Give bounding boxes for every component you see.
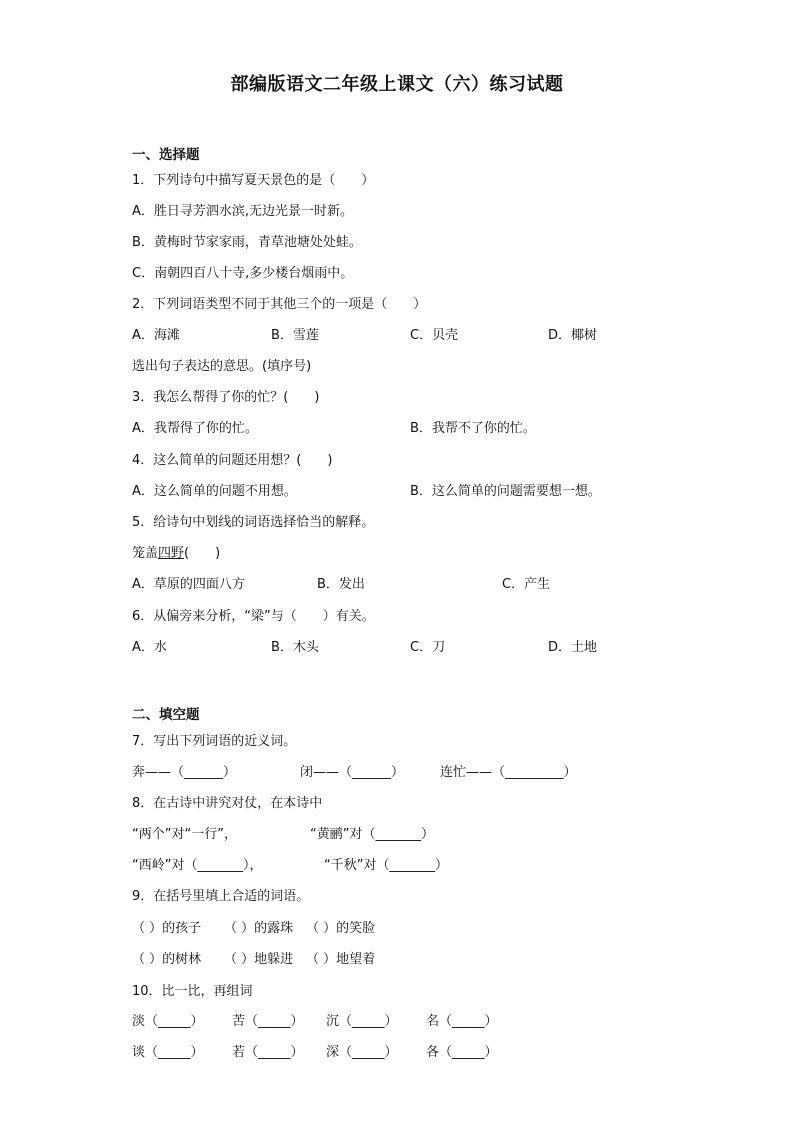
question-3-option-a: A．我帮得了你的忙。 [132,421,258,436]
question-1-stem: 1．下列诗句中描写夏天景色的是（ ） [132,173,375,188]
question-7-item-1: 奔——（______） [132,765,237,780]
phrase-blank: ( ) [184,546,221,561]
question-2-option-d: D．椰树 [548,328,598,343]
question-10-item-1: 淡（_____） [132,1014,204,1029]
section-heading-choice: 一、选择题 [132,147,200,163]
question-9-item-1: （ ）的孩子 [132,921,202,936]
question-10-item-6: 若（_____） [232,1045,304,1060]
question-6-option-c: C．刀 [410,640,446,655]
question-3-options [132,420,732,438]
question-10-row-1 [132,1013,732,1031]
question-10-item-8: 各（_____） [426,1045,498,1060]
question-10-item-2: 苦（_____） [232,1014,304,1029]
question-7-stem: 7．写出下列词语的近义词。 [132,734,297,749]
question-5-option-b: B．发出 [317,577,365,592]
underlined-word: 四野 [158,546,185,561]
question-9-row-1 [132,920,732,938]
question-10-item-7: 深（_____） [326,1045,398,1060]
question-9-item-2: （ ）的露珠 [224,921,294,936]
question-5-stem: 5．给诗句中划线的词语选择恰当的解释。 [132,515,375,530]
page-title: 部编版语文二年级上课文（六）练习试题 [230,74,564,95]
question-9-item-6: （ ）地望着 [306,952,376,967]
question-4-options [132,483,732,501]
phrase-prefix: 笼盖 [132,546,159,561]
question-6-options [132,639,732,657]
question-6-option-b: B．木头 [271,640,319,655]
question-10-row-2 [132,1044,732,1062]
question-4-option-b: B．这么简单的问题需要想一想。 [410,484,601,499]
question-10-stem: 10．比一比，再组词 [132,984,253,999]
question-9-row-2 [132,951,732,969]
question-5-option-c: C．产生 [502,577,551,592]
question-2-option-b: B．雪莲 [271,328,319,343]
question-2-stem: 2．下列词语类型不同于其他三个的一项是（ ） [132,297,427,312]
question-8-item-3: “西岭”对（_______）， [132,858,263,873]
question-6-stem: 6．从偏旁来分析，“梁”与（ ）有关。 [132,609,375,624]
question-8-stem: 8．在古诗中讲究对仗，在本诗中 [132,796,323,811]
question-10-item-5: 谈（_____） [132,1045,204,1060]
question-9-item-3: （ ）的笑脸 [306,921,376,936]
question-8-item-4: “千秋”对（_______） [324,858,448,873]
question-6-option-d: D．土地 [548,640,598,655]
question-1-option-a: A．胜日寻芳泗水滨,无边光景一时新。 [132,204,354,219]
question-1-option-c: C．南朝四百八十寺,多少楼台烟雨中。 [132,266,354,281]
question-8-row-2 [132,857,732,875]
question-7-item-3: 连忙——（_________） [440,765,577,780]
question-8-item-2: “黄鹂”对（_______） [310,827,434,842]
question-6-option-a: A．水 [132,640,167,655]
question-7-item-2: 闭——（______） [300,765,405,780]
question-10-item-4: 名（_____） [426,1014,498,1029]
question-3-stem: 3．我怎么帮得了你的忙？( ) [132,390,320,405]
question-2-option-a: A．海滩 [132,328,180,343]
question-9-item-4: （ ）的树林 [132,952,202,967]
question-8-item-1: “两个”对“一行”， [132,827,237,842]
question-7-items [132,764,732,782]
question-2-option-c: C．贝壳 [410,328,459,343]
question-9-item-5: （ ）地躲进 [224,952,294,967]
question-4-stem: 4．这么简单的问题还用想？( ) [132,453,333,468]
question-5-phrase [132,545,220,563]
instruction-text: 选出句子表达的意思。(填序号) [132,359,312,374]
question-4-option-a: A．这么简单的问题不用想。 [132,484,297,499]
question-10-item-3: 沉（_____） [326,1014,398,1029]
question-5-options [132,576,732,594]
question-3-option-b: B．我帮不了你的忙。 [410,421,536,436]
section-heading-fill: 二、填空题 [132,707,200,723]
question-9-stem: 9．在括号里填上合适的词语。 [132,889,310,904]
question-2-options [132,327,732,345]
question-8-row-1 [132,826,732,844]
question-5-option-a: A．草原的四面八方 [132,577,245,592]
question-1-option-b: B．黄梅时节家家雨，青草池塘处处蛙。 [132,235,362,250]
